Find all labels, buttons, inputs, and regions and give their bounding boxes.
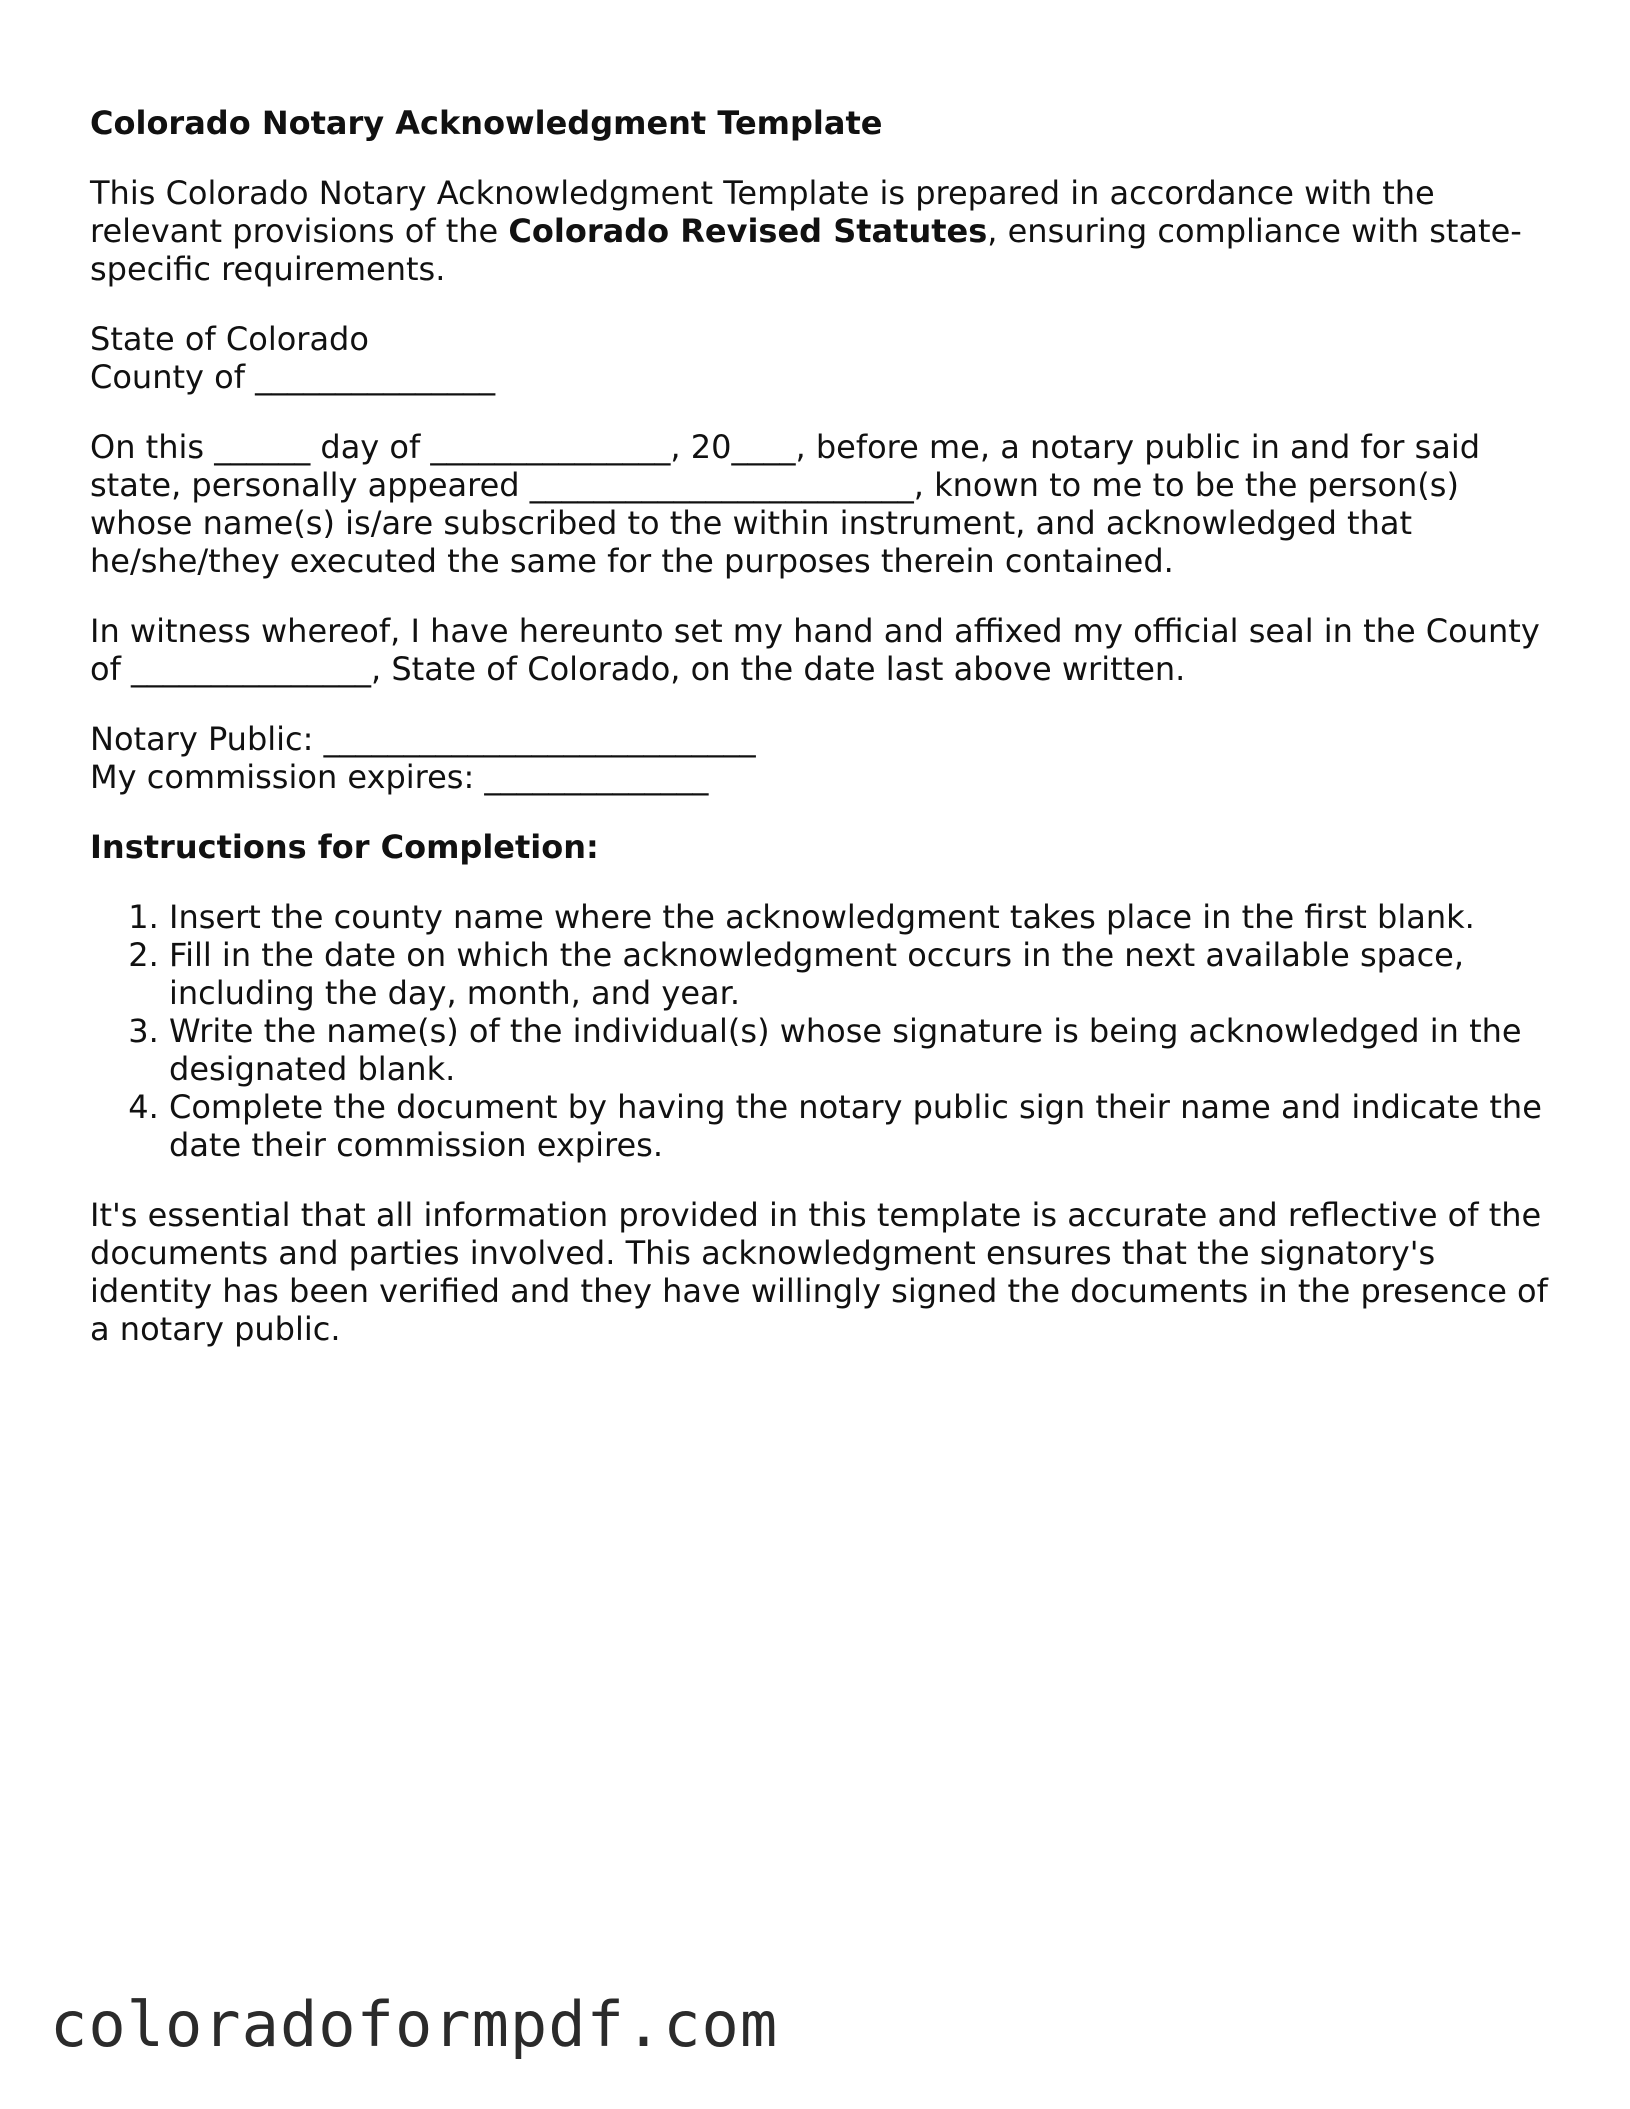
intro-text-before: This Colorado Notary Acknowledgment Template is prepared in accordance with the relevant provisions of the <box>90 174 1435 250</box>
instruction-item: 2. Fill in the date on which the acknowledgment occurs in the next available space, including the day, month, and year. <box>169 936 1550 1012</box>
instructions-heading: Instructions for Completion: <box>90 828 599 866</box>
venue-block <box>90 320 1550 396</box>
intro-paragraph <box>90 174 1550 288</box>
notary-public-line: Notary Public: ___________________________ <box>90 720 756 758</box>
closing-paragraph: It's essential that all information provided in this template is accurate and reflective of the documents and parties involved. This acknowledgment ensures that the signatory's identity has been verified and they have willingly signed the documents in the presence of a notary public. <box>90 1196 1548 1348</box>
acknowledgment-paragraph: On this ______ day of _______________, 20____, before me, a notary public in and for said state, personally appeared ________________________, known to me to be the person(s) whose name(s) is/are subscribed to the within instrument, and acknowledged that he/she/they executed the same for the purposes therein contained. <box>90 428 1481 580</box>
witness-paragraph: In witness whereof, I have hereunto set my hand and affixed my official seal in the County of _______________, State of Colorado, on the date last above written. <box>90 612 1540 688</box>
county-line: County of _______________ <box>90 358 496 396</box>
intro-text-after: , ensuring compliance with state-specific requirements. <box>90 212 1522 288</box>
instruction-item: 3. Write the name(s) of the individual(s) whose signature is being acknowledged in the designated blank. <box>169 1012 1550 1088</box>
document-body <box>90 104 1550 1380</box>
instructions-list <box>90 898 1550 1164</box>
intro-statute-name: Colorado Revised Statutes <box>508 212 988 250</box>
signature-block <box>90 720 1550 796</box>
instruction-item: 1. Insert the county name where the acknowledgment takes place in the first blank. <box>169 898 1550 936</box>
commission-expires-line: My commission expires: ______________ <box>90 758 709 796</box>
site-watermark: coloradoformpdf.com <box>50 1988 779 2061</box>
state-line: State of Colorado <box>90 320 369 358</box>
document-title: Colorado Notary Acknowledgment Template <box>90 104 883 142</box>
instruction-item: 4. Complete the document by having the notary public sign their name and indicate the date their commission expires. <box>169 1088 1550 1164</box>
